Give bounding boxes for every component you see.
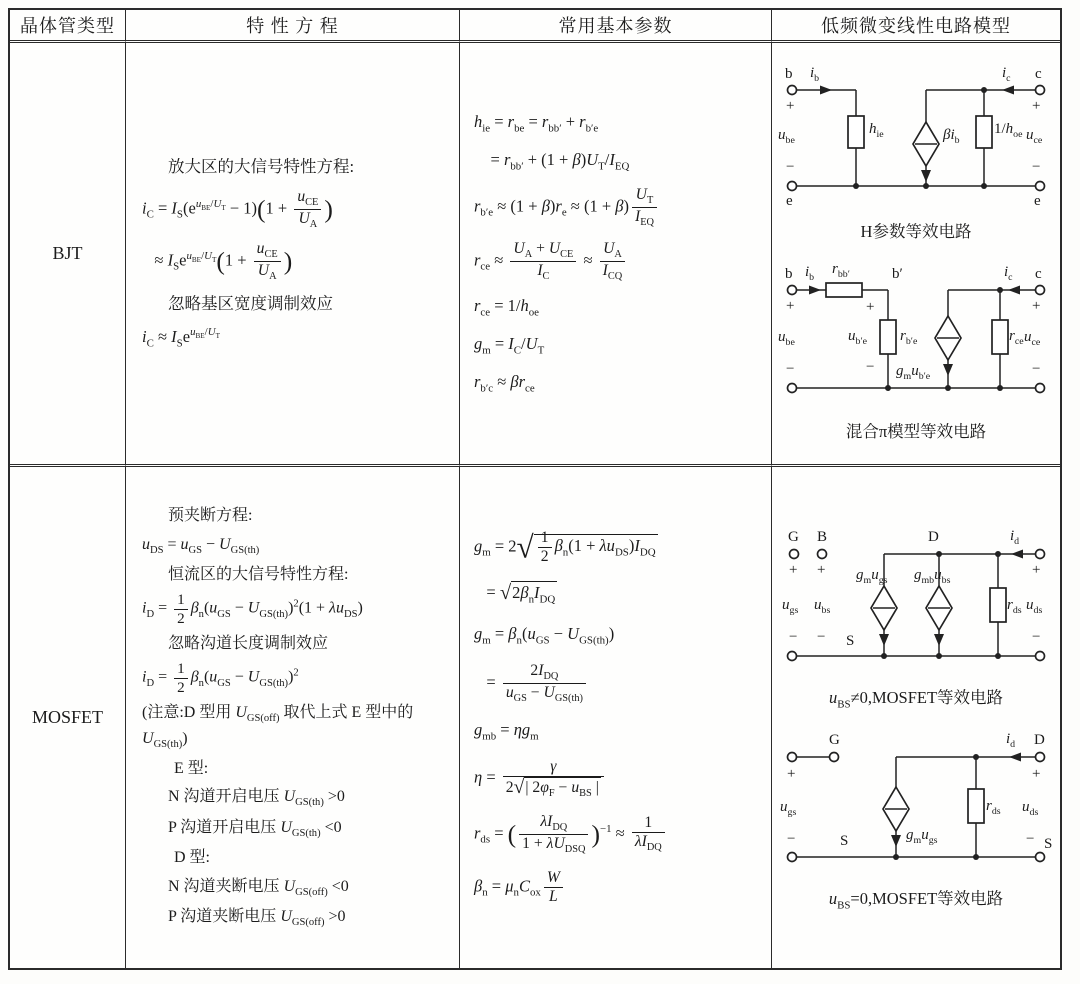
voltage-ube-label: $u_{be}$ xyxy=(778,328,795,348)
voltage-uds-label: $u_{ds}$ xyxy=(1022,798,1039,818)
node-b-prime-label: b′ xyxy=(892,265,903,282)
resistor-hie-label: $h_{ie}$ xyxy=(869,120,884,140)
voltage-uds-label: $u_{ds}$ xyxy=(1026,597,1043,617)
minus-sign: − xyxy=(787,830,796,847)
col-header-characteristic-equations: 特 性 方 程 xyxy=(126,10,460,43)
col-header-circuit-model: 低频微变线性电路模型 xyxy=(772,10,1060,43)
terminal-g-label: G xyxy=(829,731,840,748)
mosfet-parameters-cell xyxy=(460,467,772,968)
minus-sign: − xyxy=(1032,360,1041,377)
resistor-rbb-label: $r_{bb'}$ xyxy=(832,260,850,280)
current-ic-label: $i_c$ xyxy=(1002,64,1011,84)
current-ib-label: $i_b$ xyxy=(805,263,815,283)
formula-line: E 型: xyxy=(174,760,209,778)
plus-sign: + xyxy=(866,298,875,315)
formula-line: $h_{ie} = r_{be} = r_{bb'} + r_{b'e}$ xyxy=(474,111,599,135)
minus-sign: − xyxy=(786,360,795,377)
col-header-basic-parameters: 常用基本参数 xyxy=(460,10,772,43)
resistor-rbde-label: $r_{b'e}$ xyxy=(900,327,918,347)
formula-line: P 沟道开启电压 $U_{GS(th)} <0$ xyxy=(168,818,342,840)
row-label-mosfet: MOSFET xyxy=(10,467,126,968)
plus-sign: + xyxy=(1032,765,1041,782)
node-s-label: S xyxy=(846,633,855,650)
formula-line: = $r_{bb'} + (1 + \beta)U_T/I_{EQ}$ xyxy=(474,149,630,173)
current-id-label: $i_d$ xyxy=(1006,730,1016,750)
formula-line: 忽略沟道长度调制效应 xyxy=(168,635,329,653)
resistor-rds-label: $r_{ds}$ xyxy=(986,797,1001,817)
minus-sign: − xyxy=(789,629,798,646)
formula-line: 放大区的大信号特性方程: xyxy=(168,157,355,176)
formula-line: 恒流区的大信号特性方程: xyxy=(168,566,349,584)
voltage-ubde-label: $u_{b'e}$ xyxy=(848,327,867,347)
formula-line: ≈ $I_Se^{u_{BE}/U_T}(1$ + $\frac{u_{CE}}{U_A}$ ) xyxy=(142,239,293,283)
formula-line: N 沟道夹断电压 $U_{GS(off)} <0$ xyxy=(168,877,349,898)
plus-sign: + xyxy=(1032,562,1041,579)
formula-line: $\beta_n = \mu_nC_{ox}$ $\frac{W}{L}$ xyxy=(474,869,765,906)
voltage-ube-label: $u_{be}$ xyxy=(778,126,795,146)
formula-line: $r_{b'c} \approx \beta r_{ce}$ xyxy=(474,372,535,395)
current-source-gm-ugs-label: $g_mu_{gs}$ xyxy=(906,826,938,846)
bjt-circuits-cell xyxy=(772,43,1060,467)
formula-line: $i_C \approx I_Se^{u_{BE}/U_T}$ xyxy=(142,326,220,350)
circuit-caption: H参数等效电路 xyxy=(860,221,972,241)
terminal-g-label: G xyxy=(788,529,799,546)
voltage-ugs-label: $u_{gs}$ xyxy=(782,597,799,617)
formula-line: 预夹断方程: xyxy=(168,507,253,525)
node-d-label: D xyxy=(928,529,939,546)
terminal-b-label: B xyxy=(817,529,828,546)
plus-sign: + xyxy=(786,97,795,114)
current-source-gm-ugs-label: $g_mu_{gs}$ xyxy=(856,567,888,587)
circuit-caption: $u_{BS}\ne 0,MOSFET$等效电路 xyxy=(828,688,1004,711)
mosfet-circuit-ubs-nonzero xyxy=(776,524,1056,710)
plus-sign: + xyxy=(1032,97,1041,114)
formula-line: $u_{DS} = u_{GS} - U_{GS(th)}$ xyxy=(142,535,260,556)
formula-line: $i_C = I_S(e^{u_{BE}/U_T} - 1)(1$ + $\frac{u_{CE}}{U_A}$ ) xyxy=(142,187,333,231)
formula-line: $i_D$ = $\frac{1}{2}$ $\beta_n(u_{GS} - U_{GS(th)})^2(1 + \lambda u_{DS})$ xyxy=(142,591,363,627)
hybrid-pi-circuit xyxy=(776,256,1056,442)
minus-sign: − xyxy=(866,358,875,375)
formula-line: 忽略基区宽度调制效应 xyxy=(168,293,333,313)
minus-sign: − xyxy=(786,158,795,175)
formula-line: = $√2\beta_nI_{DQ}$ xyxy=(474,581,556,606)
minus-sign: − xyxy=(1032,158,1041,175)
terminal-c-label: c xyxy=(1035,65,1042,82)
current-ib-label: $i_b$ xyxy=(810,64,820,84)
h-parameter-circuit xyxy=(776,66,1056,242)
mosfet-equations-cell xyxy=(126,467,460,968)
current-source-beta-ib-label: $\beta i_b$ xyxy=(943,126,960,146)
node-s-label: S xyxy=(840,832,849,849)
plus-sign: + xyxy=(817,562,826,579)
current-id-label: $i_d$ xyxy=(1010,528,1020,548)
voltage-uce-label: $u_{ce}$ xyxy=(1026,126,1043,146)
current-source-gm-ubde-label: $g_mu_{b'e}$ xyxy=(896,362,931,382)
formula-line: D 型: xyxy=(174,849,211,867)
minus-sign: − xyxy=(817,629,826,646)
mosfet-circuit-ubs-zero xyxy=(776,725,1056,911)
minus-sign: − xyxy=(1026,830,1035,847)
bjt-equations-cell xyxy=(126,43,460,467)
formula-line: $r_{ds}$ = ( $\frac{\lambda I_{DQ}}{1 + \lambda U_{DSQ}}$ )$^{-1}$ ≈ $\frac{1}{\lambda I_{DQ}}$ xyxy=(474,813,765,856)
plus-sign: + xyxy=(786,297,795,314)
circuit-diagram xyxy=(776,66,1056,216)
circuit-caption: $u_{BS}=0,MOSFET$等效电路 xyxy=(828,888,1004,911)
bjt-parameters-cell xyxy=(460,43,772,467)
plus-sign: + xyxy=(789,562,798,579)
terminal-b-label: b xyxy=(785,65,793,82)
current-source-gmb-ubs-label: $g_{mb}u_{bs}$ xyxy=(914,567,951,587)
formula-line: (注意:D 型用 $U_{GS(off)}$ 取代上式 E 型中的 $U_{GS(th)}$) xyxy=(142,704,414,750)
formula-line: $g_{mb} = \eta g_m$ xyxy=(474,720,539,743)
terminal-e-label: e xyxy=(786,192,793,209)
formula-line: $i_D$ = $\frac{1}{2}$ $\beta_n(u_{GS} - U_{GS(th)})^2$ xyxy=(142,660,299,696)
formula-line: $g_m = \beta_n(u_{GS} - U_{GS(th)})$ xyxy=(474,623,615,647)
formula-line: $r_{ce}$ ≈ $\frac{U_A + U_{CE}}{I_C}$ ≈ $\frac{U_A}{I_{CQ}}$ xyxy=(474,240,765,283)
formula-line: $r_{b'e} \approx (1 + \beta)r_e \approx (1 + \beta)$ $\frac{U_T}{I_{EQ}}$ xyxy=(474,186,765,229)
transistor-comparison-table xyxy=(8,8,1062,970)
terminal-d-label: D xyxy=(1034,731,1045,748)
terminal-b-label: b xyxy=(785,265,793,282)
formula-line: $g_m = I_C/U_T$ xyxy=(474,334,545,357)
node-s-label: S xyxy=(1044,835,1053,852)
formula-line: $g_m = 2√$ $\frac{1}{2}$ $\beta_n(1 + \lambda u_{DS})I_{DQ}$ xyxy=(474,528,656,565)
formula-line: N 沟道开启电压 $U_{GS(th)} >0$ xyxy=(168,788,345,809)
plus-sign: + xyxy=(1032,297,1041,314)
formula-line: = $\frac{2I_{DQ}}{u_{GS} - U_{GS(th)}}$ xyxy=(474,662,765,705)
plus-sign: + xyxy=(787,765,796,782)
current-ic-label: $i_c$ xyxy=(1004,263,1013,283)
circuit-caption: 混合π模型等效电路 xyxy=(845,421,987,441)
terminal-c-label: c xyxy=(1035,265,1042,282)
mosfet-circuits-cell xyxy=(772,467,1060,968)
formula-line: η = $\frac{\gamma}{2√| 2\varphi_F - u_{BS} |}$ xyxy=(474,758,765,800)
resistor-rds-label: $r_{ds}$ xyxy=(1007,597,1022,617)
resistor-rce-label: $r_{ce}$ xyxy=(1009,327,1024,347)
col-header-transistor-type: 晶体管类型 xyxy=(10,10,126,43)
terminal-e-label: e xyxy=(1034,192,1041,209)
formula-line: P 沟道夹断电压 $U_{GS(off)} >0$ xyxy=(168,908,346,929)
resistor-1-hoe-label: $1/h_{oe}$ xyxy=(994,120,1023,140)
row-label-bjt: BJT xyxy=(10,43,126,467)
formula-line: $r_{ce} = 1/h_{oe}$ xyxy=(474,295,539,319)
minus-sign: − xyxy=(1032,629,1041,646)
voltage-ugs-label: $u_{gs}$ xyxy=(780,798,797,818)
voltage-uce-label: $u_{ce}$ xyxy=(1024,328,1041,348)
voltage-ubs-label: $u_{bs}$ xyxy=(814,597,831,617)
